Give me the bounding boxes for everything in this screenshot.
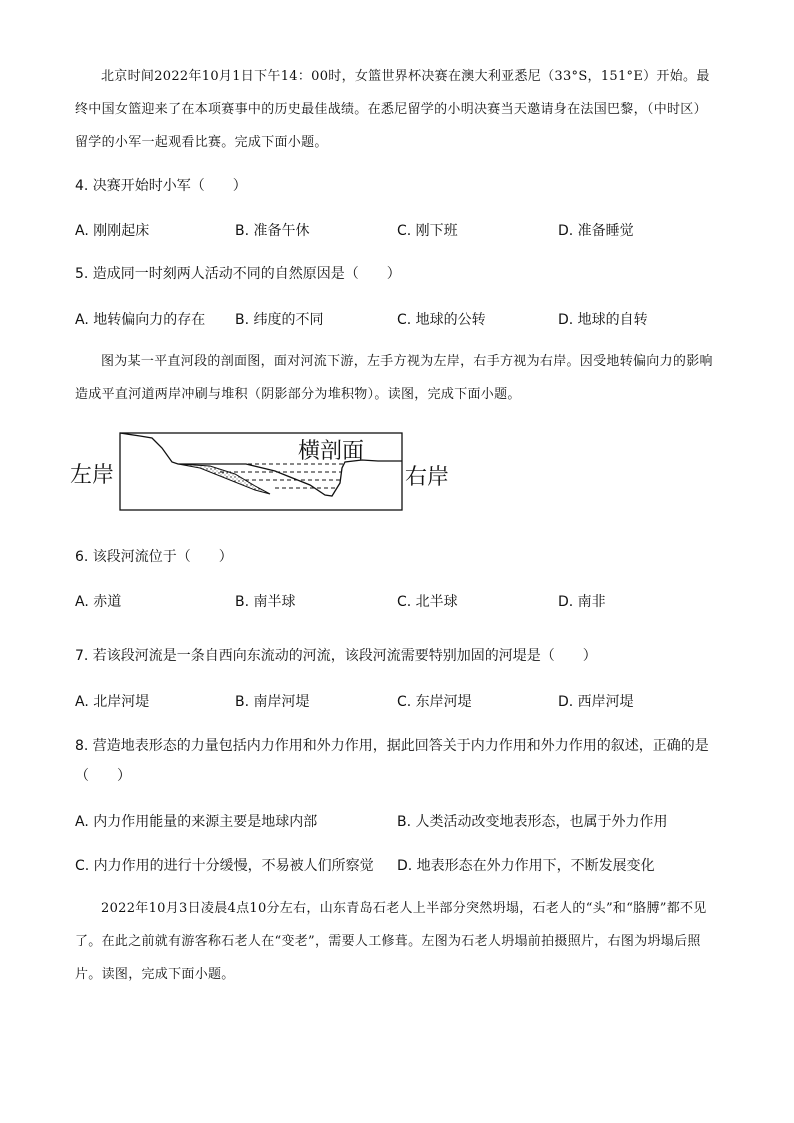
q8-option-a[interactable]: A. 内力作用能量的来源主要是地球内部 <box>75 814 318 830</box>
q7-option-a[interactable]: A. 北岸河堤 <box>75 694 150 710</box>
q8-option-d[interactable]: D. 地表形态在外力作用下，不断发展变化 <box>397 858 655 874</box>
q6-option-a[interactable]: A. 赤道 <box>75 594 122 610</box>
q6-option-b[interactable]: B. 南半球 <box>235 594 296 610</box>
intro-paragraph-2 <box>75 345 720 411</box>
q4-option-b[interactable]: B. 准备午休 <box>235 223 310 239</box>
q8-option-b[interactable]: B. 人类活动改变地表形态，也属于外力作用 <box>397 814 668 830</box>
q5-option-a[interactable]: A. 地转偏向力的存在 <box>75 312 206 328</box>
right-bank-label: 右岸 <box>405 465 450 490</box>
intro-paragraph-3 <box>75 892 720 991</box>
question-7-stem: 7. 若该段河流是一条自西向东流动的河流，该段河流需要特别加固的河堤是（ ） <box>75 648 597 664</box>
intro-text-3: 2022年10月3日凌晨4点10分左右，山东青岛石老人上半部分突然坍塌，石老人的“头”和“胳膊”都不见了。在此之前就有游客称石老人在“变老”，需要人工修葺。左图为石老人坍塌前拍摄照片，右图为坍塌后照片。读图，完成下面小题。 <box>75 901 707 982</box>
diagram-title: 横剖面 <box>298 439 365 464</box>
question-8-stem-cont: （ ） <box>75 768 131 784</box>
sediment-deposit <box>178 464 270 494</box>
q4-option-c[interactable]: C. 刚下班 <box>397 223 458 239</box>
intro-text-1: 北京时间2022年10月1日下午14：00时，女篮世界杯决赛在澳大利亚悉尼（33°S，151°E）开始。最终中国女篮迎来了在本项赛事中的历史最佳战绩。在悉尼留学的小明决赛当天邀请身在法国巴黎，（中时区）留学的小军一起观看比赛。完成下面小题。 <box>75 69 710 150</box>
q4-option-d[interactable]: D. 准备睡觉 <box>558 223 634 239</box>
q6-option-c[interactable]: C. 北半球 <box>397 594 458 610</box>
question-5-stem: 5. 造成同一时刻两人活动不同的自然原因是（ ） <box>75 266 401 282</box>
river-cross-section-diagram <box>70 428 470 513</box>
q5-option-c[interactable]: C. 地球的公转 <box>397 312 486 328</box>
q7-option-b[interactable]: B. 南岸河堤 <box>235 694 310 710</box>
q6-option-d[interactable]: D. 南非 <box>558 594 606 610</box>
q5-option-d[interactable]: D. 地球的自转 <box>558 312 648 328</box>
question-4-stem: 4. 决赛开始时小军（ ） <box>75 178 247 194</box>
intro-paragraph-1 <box>75 60 720 159</box>
q7-option-c[interactable]: C. 东岸河堤 <box>397 694 472 710</box>
left-bank-label: 左岸 <box>70 463 115 488</box>
q5-option-b[interactable]: B. 纬度的不同 <box>235 312 324 328</box>
q8-option-c[interactable]: C. 内力作用的进行十分缓慢，不易被人们所察觉 <box>75 858 374 874</box>
question-6-stem: 6. 该段河流位于（ ） <box>75 549 233 565</box>
q4-option-a[interactable]: A. 刚刚起床 <box>75 223 150 239</box>
q7-option-d[interactable]: D. 西岸河堤 <box>558 694 634 710</box>
intro-text-2: 图为某一平直河段的剖面图，面对河流下游，左手方视为左岸，右手方视为右岸。因受地转偏向力的影响造成平直河道两岸冲刷与堆积（阴影部分为堆积物）。读图，完成下面小题。 <box>75 354 713 402</box>
question-8-stem: 8. 营造地表形态的力量包括内力作用和外力作用，据此回答关于内力作用和外力作用的叙述，正确的是 <box>75 738 709 754</box>
